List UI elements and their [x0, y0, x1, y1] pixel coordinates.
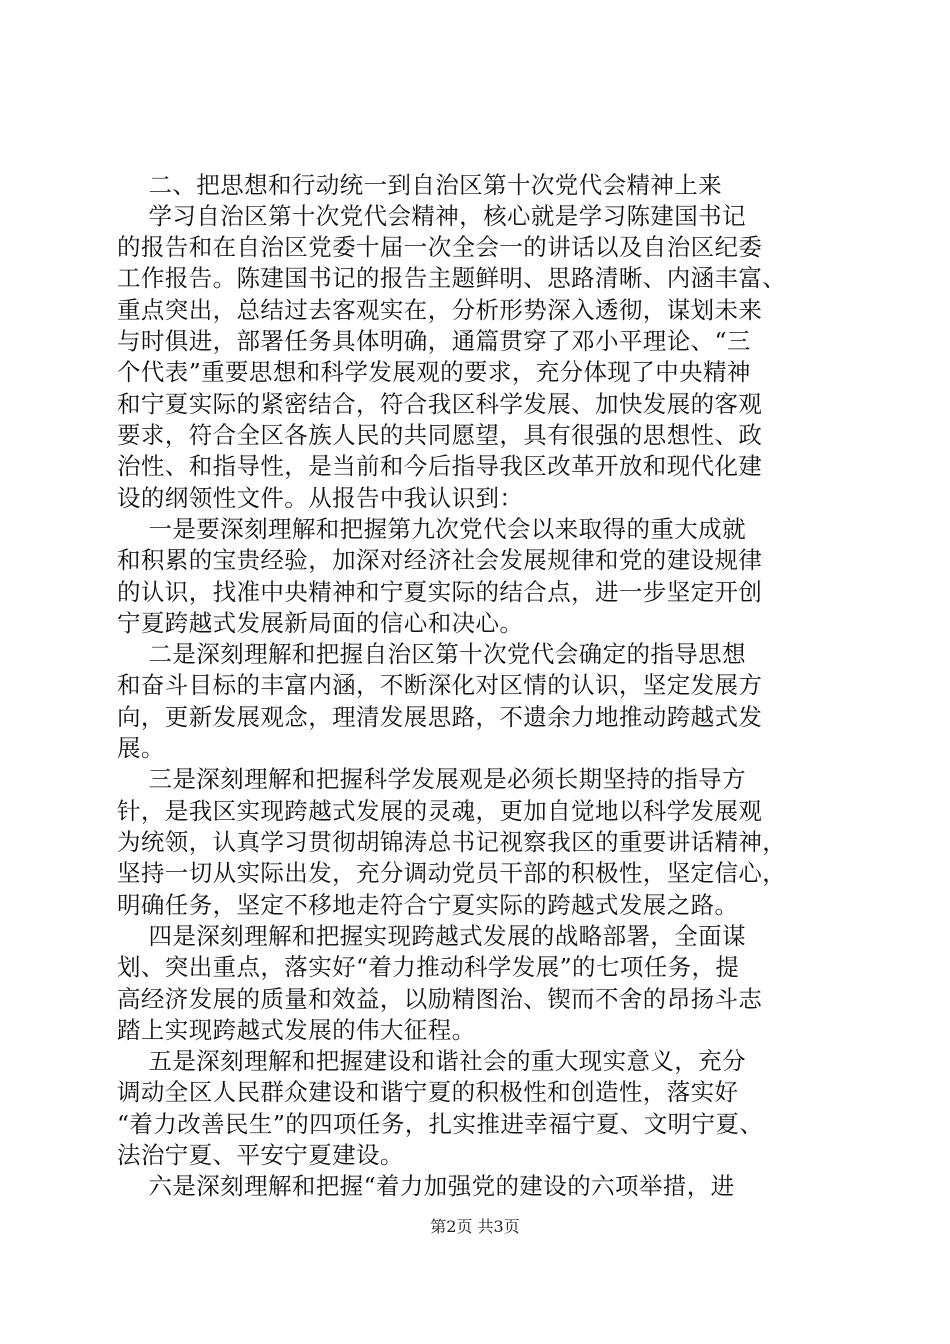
text-line: 针，是我区实现跨越式发展的灵魂，更加自觉地以科学发展观	[117, 797, 763, 825]
text-line: 三是深刻理解和把握科学发展观是必须长期坚持的指导方	[117, 765, 746, 793]
text-line: 法治宁夏、平安宁夏建设。	[117, 1141, 404, 1169]
text-line: 调动全区人民群众建设和谐宁夏的积极性和创造性，落实好	[117, 1078, 739, 1106]
text-line: 一是要深刻理解和把握第九次党代会以来取得的重大成就	[117, 515, 746, 543]
text-line: 坚持一切从实际出发，充分调动党员干部的积极性，坚定信心，	[117, 859, 787, 887]
page-footer: 第2页 共3页	[430, 1217, 520, 1236]
text-line: 高经济发展的质量和效益，以励精图治、锲而不舍的昂扬斗志	[117, 985, 763, 1013]
text-line: 重点突出，总结过去客观实在，分析形势深入透彻，谋划未来	[117, 296, 763, 324]
text-line: 五是深刻理解和把握建设和谐社会的重大现实意义，充分	[117, 1047, 746, 1075]
text-line: 治性、和指导性，是当前和今后指导我区改革开放和现代化建	[117, 452, 763, 480]
text-line: 为统领，认真学习贯彻胡锦涛总书记视察我区的重要讲话精神，	[117, 828, 787, 856]
text-line: 四是深刻理解和把握实现跨越式发展的战略部署，全面谋	[117, 922, 746, 950]
text-line: 宁夏跨越式发展新局面的信心和决心。	[117, 609, 524, 637]
text-line: 的认识，找准中央精神和宁夏实际的结合点，进一步坚定开创	[117, 578, 763, 606]
text-line: 二是深刻理解和把握自治区第十次党代会确定的指导思想	[117, 640, 746, 668]
text-line: 工作报告。陈建国书记的报告主题鲜明、思路清晰、内涵丰富、	[117, 264, 787, 292]
text-line: “着力改善民生”的四项任务，扎实推进幸福宁夏、文明宁夏、	[117, 1110, 764, 1138]
text-line: 展。	[117, 734, 165, 762]
text-line: 学习自治区第十次党代会精神，核心就是学习陈建国书记	[117, 202, 746, 230]
text-line: 二、把思想和行动统一到自治区第十次党代会精神上来	[117, 171, 723, 199]
text-line: 向，更新发展观念，理清发展思路，不遗余力地推动跨越式发	[117, 703, 763, 731]
text-line: 与时俱进，部署任务具体明确，通篇贯穿了邓小平理论、“三	[117, 327, 751, 355]
text-line: 设的纲领性文件。从报告中我认识到：	[117, 484, 524, 512]
text-line: 明确任务，坚定不移地走符合宁夏实际的跨越式发展之路。	[117, 891, 739, 919]
text-line: 个代表”重要思想和科学发展观的要求，充分体现了中央精神	[117, 358, 751, 386]
text-line: 要求，符合全区各族人民的共同愿望，具有很强的思想性、政	[117, 421, 763, 449]
text-line: 和积累的宝贵经验，加深对经济社会发展规律和党的建设规律	[117, 546, 763, 574]
text-line: 六是深刻理解和把握“着力加强党的建设的六项举措，进	[117, 1172, 735, 1200]
text-line: 的报告和在自治区党委十届一次全会一的讲话以及自治区纪委	[117, 233, 763, 261]
text-line: 和奋斗目标的丰富内涵，不断深化对区情的认识，坚定发展方	[117, 671, 763, 699]
text-line: 划、突出重点，落实好“着力推动科学发展”的七项任务，提	[117, 953, 740, 981]
text-line: 踏上实现跨越式发展的伟大征程。	[117, 1016, 476, 1044]
text-line: 和宁夏实际的紧密结合，符合我区科学发展、加快发展的客观	[117, 390, 763, 418]
